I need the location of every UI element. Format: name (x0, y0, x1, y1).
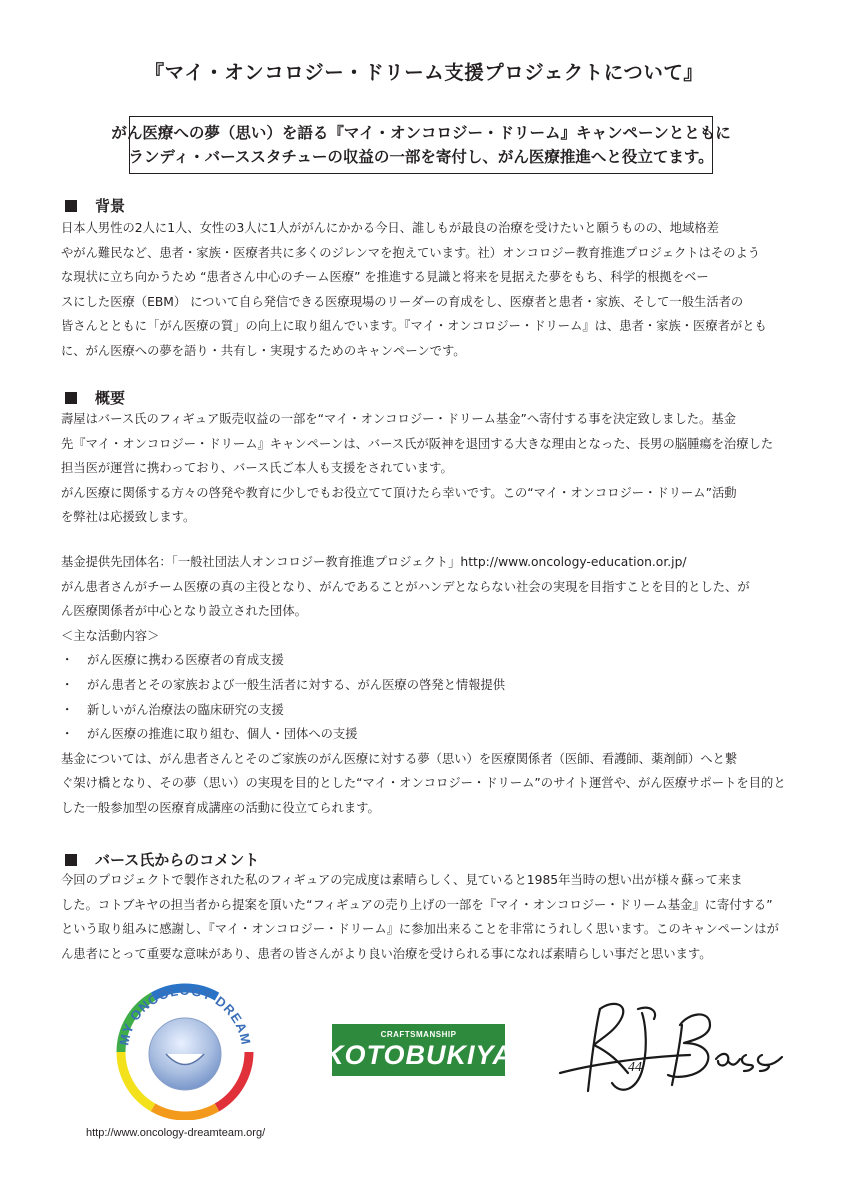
my-oncology-dream-logo (108, 980, 263, 1120)
randy-bass-signature (550, 995, 785, 1105)
section-heading-label: 背景 (95, 197, 126, 215)
kotobukiya-logo (324, 1024, 514, 1076)
text-line: 今回のプロジェクトで製作された私のフィギュアの完成度は素晴らしく、見ていると1985年当時の想い出が様々蘇って来ま (61, 873, 743, 887)
comment-paragraph (61, 868, 791, 966)
text-line: 基金提供先団体名：「一般社団法人オンコロジー教育推進プロジェクト」http://www.oncology-education.or.jp/ (61, 555, 687, 569)
text-line: という取り組みに感謝し、『マイ・オンコロジー・ドリーム』に参加出来ることを非常にうれしく思います。このキャンペーンはが (61, 922, 779, 937)
kotobukiya-logo-name: KOTOBUKIYA (324, 1040, 514, 1070)
text-line: な現状に立ち向かうため “患者さん中心のチーム医療” を推進する見識と将来を見据えた夢をもち、科学的根拠をベー (61, 270, 709, 285)
text-line: ＜主な活動内容＞ (61, 628, 160, 643)
list-item-text: がん医療の推進に取り組む、個人・団体への支援 (87, 727, 358, 742)
oncology-logo-text: MY ONCOLOGY DREAM (116, 982, 254, 1047)
text-line: した一般参加型の医療育成講座の活動に役立てられます。 (61, 800, 380, 815)
list-item (61, 648, 791, 673)
text-line: した。コトブキヤの担当者から提案を頂いた“フィギュアの売り上げの一部を『マイ・オンコロジー・ドリーム基金』に寄付する” (61, 897, 773, 912)
text-line: に、がん医療への夢を語り・共有し・実現するためのキャンペーンです。 (61, 343, 466, 358)
list-item-text: がん患者とその家族および一般生活者に対する、がん医療の啓発と情報提供 (87, 677, 506, 692)
text-line: 壽屋はバース氏のフィギュア販売収益の一部を“マイ・オンコロジー・ドリーム基金”へ寄付する事を決定致しました。基金 (61, 412, 736, 426)
list-item-text: 新しいがん治療法の臨床研究の支援 (87, 702, 284, 717)
text-line: 先『マイ・オンコロジー・ドリーム』キャンペーンは、バース氏が阪神を退団する大きな理由となった、長男の脳腫瘍を治療した (61, 436, 774, 451)
square-bullet-icon (65, 392, 77, 404)
bullet-mark: ・ (61, 677, 74, 692)
kotobukiya-logo-subtitle: CRAFTSMANSHIP (380, 1030, 457, 1039)
text-line: 日本人男性の2人に1人、女性の3人に1人ががんにかかる今日、誰しもが最良の治療を受けたいと願うものの、地域格差 (61, 221, 719, 235)
list-item (61, 673, 791, 698)
fund-paragraph (61, 550, 791, 821)
lead-line: ランディ・バーススタチューの収益の一部を寄付し、がん医療推進へと役立てます。 (128, 148, 714, 166)
text-line: ん医療関係者が中心となり設立された団体。 (61, 604, 307, 619)
section-heading-background (65, 195, 125, 216)
lead-box (111, 116, 731, 174)
text-line: がん医療に関係する方々の啓発や教育に少しでもお役立てて頂けたら幸いです。この“マイ・オンコロジー・ドリーム”活動 (61, 485, 737, 500)
section-heading-label: バース氏からのコメント (95, 851, 260, 869)
section-heading-label: 概要 (95, 389, 126, 407)
text-line: ぐ架け橋となり、その夢（思い）の実現を目的とした“マイ・オンコロジー・ドリーム”のサイト運営や、がん医療サポートを目的と (61, 776, 786, 791)
text-line: がん患者さんがチーム医療の真の主役となり、がんであることがハンデとならない社会の実現を目指すことを目的とした、が (61, 579, 750, 594)
section-heading-overview (65, 387, 125, 408)
text-line: 皆さんとともに「がん医療の質」の向上に取り組んでいます。『マイ・オンコロジー・ドリーム』は、患者・家族・医療者がとも (61, 319, 767, 334)
list-item (61, 722, 791, 747)
lead-line: がん医療への夢（思い）を語る『マイ・オンコロジー・ドリーム』キャンペーンとともに (111, 124, 731, 142)
oncology-url: http://www.oncology-dreamteam.org/ (86, 1127, 266, 1139)
page-title: 『マイ・オンコロジー・ドリーム支援プロジェクトについて』 (144, 61, 704, 84)
square-bullet-icon (65, 854, 77, 866)
text-line: ん患者にとって重要な意味があり、患者の皆さんがより良い治療を受けられる事になれば素晴らしい事だと思います。 (61, 946, 712, 961)
bullet-mark: ・ (61, 653, 74, 668)
text-line: を弊社は応援致します。 (61, 510, 196, 525)
overview-paragraph (61, 407, 791, 530)
bullet-mark: ・ (61, 727, 74, 742)
square-bullet-icon (65, 200, 77, 212)
background-paragraph (61, 216, 791, 364)
bullet-mark: ・ (61, 702, 74, 717)
text-line: スにした医療（EBM） について自ら発信できる医療現場のリーダーの育成をし、医療者と患者・家族、そして一般生活者の (61, 294, 744, 309)
text-line: 担当医が運営に携わっており、バース氏ご本人も支援をされています。 (61, 461, 453, 476)
signature-number: 44 (628, 1060, 642, 1075)
text-line: やがん難民など、患者・家族・医療者共に多くのジレンマを抱えています。社）オンコロジー教育推進プロジェクトはそのよう (61, 245, 761, 260)
section-heading-comment (65, 849, 259, 870)
list-item-text: がん医療に携わる医療者の育成支援 (87, 653, 284, 668)
text-line: 基金については、がん患者さんとそのご家族のがん医療に対する夢（思い）を医療関係者（医師、看護師、薬剤師）へと繋 (61, 751, 738, 766)
list-item (61, 698, 791, 723)
